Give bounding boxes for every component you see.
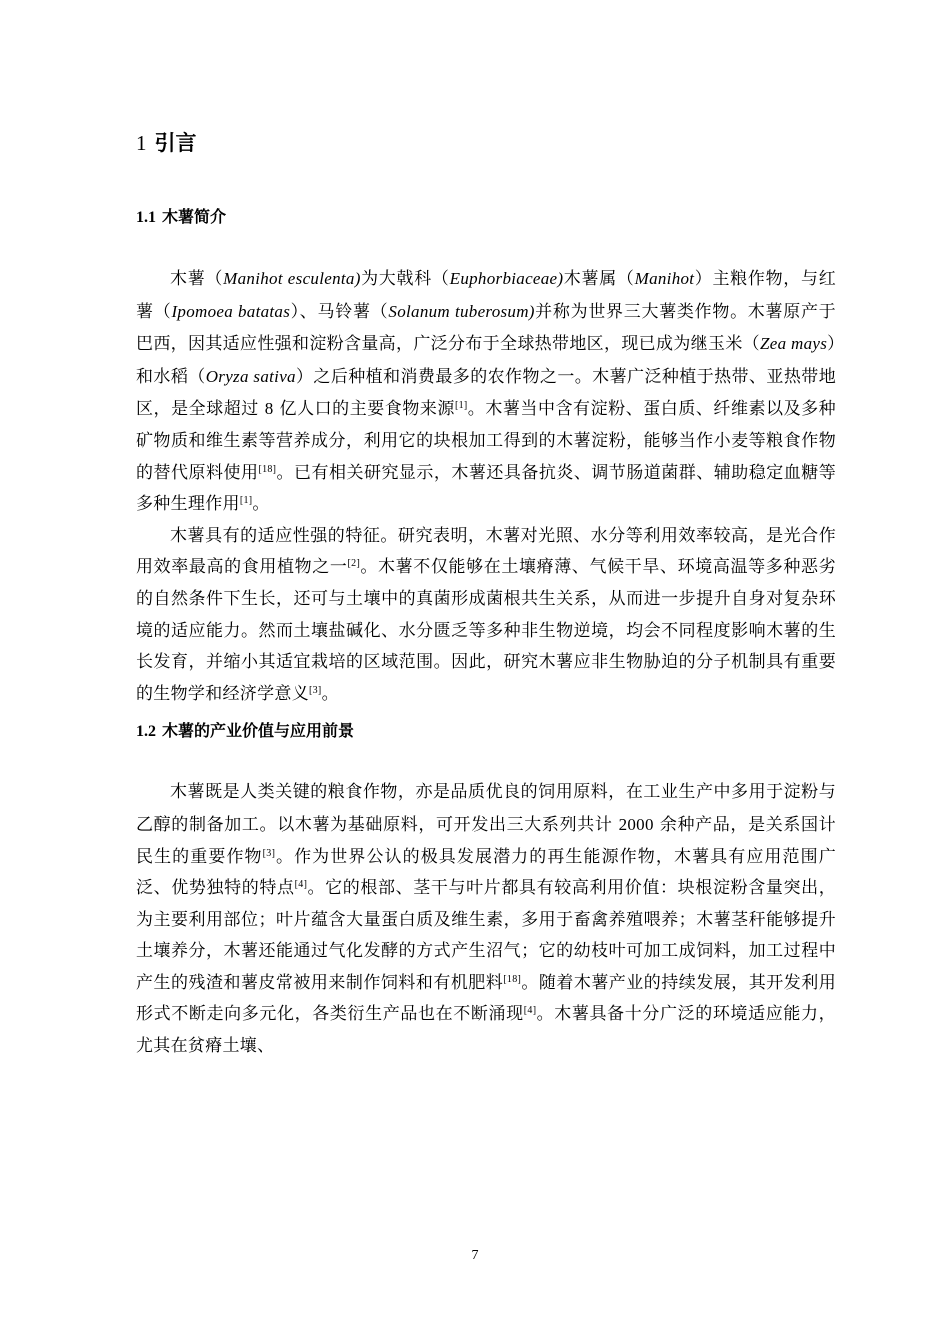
text-run: 亿人口的主要食物来源 bbox=[273, 399, 455, 420]
text-run: 并称为世界三大薯类作物。木薯原产于巴西，因其适应性强和淀粉含量高，广泛分布于全球热带地区，现已成为继玉米（ bbox=[136, 301, 836, 355]
paragraph-industry-value bbox=[136, 777, 836, 1062]
text-run: 。作为世界公认的极具发展潜力的再生能源作物，木薯具有应用范围广泛、优势独特的特点 bbox=[136, 846, 836, 899]
chapter-heading bbox=[136, 126, 836, 160]
text-run: ）主粮作物，与红薯（ bbox=[136, 269, 837, 322]
citation-link[interactable]: [3] bbox=[309, 684, 322, 696]
text-run: 余种产品，是关系国计民生的重要作物 bbox=[136, 814, 836, 867]
text-run: 。木薯不仅能够在土壤瘠薄、气候干旱、环境高温等多种恶劣的自然条件下生长，还可与土壤中的真菌形成菌根共生关系，从而进一步提升自身对复杂环境的适应能力。然而土壤盐碱化、水分匮乏等多种非生物逆境，均会不同程度影响木薯的生长发育，并缩小其适宜栽培的区域范围。因此，研究木薯应非生物胁迫的分子机制具有重要的生物学和经济学意义 bbox=[136, 557, 836, 704]
text-run: 。随着木薯产业的持续发展，其开发利用形式不断走向多元化，各类衍生产品也在不断涌现 bbox=[136, 972, 836, 1025]
text-run: 木薯既是人类关键的粮食作物，亦是品质优良的饲用原料，在工业生产中多用于淀粉与乙醇的制备加工。以木薯为基础原料，可开发出三大系列共计 bbox=[136, 782, 836, 835]
text-run: 。 bbox=[252, 494, 270, 515]
latin-name: Manihot esculenta) bbox=[223, 269, 361, 288]
text-run: 木薯属（ bbox=[563, 269, 635, 289]
latin-name: Solanum tuberosum) bbox=[388, 301, 535, 321]
citation-link[interactable]: [1] bbox=[454, 400, 468, 412]
citation-link[interactable]: [18] bbox=[258, 463, 277, 475]
page-content bbox=[136, 126, 836, 1063]
latin-name: Euphorbiaceae) bbox=[449, 269, 564, 288]
citation-link[interactable]: [3] bbox=[262, 847, 276, 859]
text-run: 为大戟科（ bbox=[360, 269, 450, 289]
text-run: 。木薯当中含有淀粉、蛋白质、纤维素以及多种矿物质和维生素等营养成分，利用它的块根加工得到的木薯淀粉，能够当作小麦等粮食作物的替代原料使用 bbox=[136, 399, 836, 483]
text-run: ）之后种植和消费最多的农作物之一。木薯广泛种植于热带、亚热带地区，是全球超过 bbox=[136, 366, 836, 420]
latin-name: Oryza sativa bbox=[205, 366, 296, 386]
citation-link[interactable]: [1] bbox=[239, 495, 253, 507]
citation-link[interactable]: [4] bbox=[294, 879, 308, 891]
text-run: 。已有相关研究显示，木薯还具备抗炎、调节肠道菌群、辅助稳定血糖等多种生理作用 bbox=[136, 462, 836, 515]
latin-name: Manihot bbox=[634, 269, 695, 288]
section-title: 木薯的产业价值与应用前景 bbox=[162, 721, 355, 741]
text-run: 木薯具有的适应性强的特征。研究表明，木薯对光照、水分等利用效率较高，是光合作用效率最高的食用植物之一 bbox=[136, 525, 836, 578]
citation-link[interactable]: [18] bbox=[503, 973, 522, 985]
citation-link[interactable]: [2] bbox=[347, 558, 361, 570]
text-run: 。 bbox=[321, 683, 339, 704]
citation-link[interactable]: [4] bbox=[523, 1005, 537, 1017]
section-heading-1-2 bbox=[136, 716, 836, 747]
section-heading-1-1 bbox=[136, 202, 836, 233]
text-run: 。木薯具备十分广泛的环境适应能力，尤其在贫瘠土壤、 bbox=[136, 1004, 836, 1057]
text-run: ）、马铃薯（ bbox=[290, 301, 389, 322]
section-title: 木薯简介 bbox=[162, 207, 227, 226]
text-run: ）和水稻（ bbox=[136, 334, 836, 387]
text-run: 木薯（ bbox=[170, 269, 224, 289]
page-number: 7 bbox=[471, 1248, 479, 1263]
text-run: 。它的根部、茎干与叶片都具有较高利用价值：块根淀粉含量突出，为主要利用部位；叶片蕴含大量蛋白质及维生素，多用于畜禽养殖喂养；木薯茎秆能够提升土壤养分，木薯还能通过气化发酵的方式产生沼气；它的幼枝叶可加工成饲料，加工过程中产生的残渣和薯皮常被用来制作饲料和有机肥料 bbox=[136, 878, 836, 993]
number: 2000 bbox=[618, 814, 654, 834]
latin-name: Zea mays bbox=[760, 334, 828, 354]
chapter-title: 引言 bbox=[154, 131, 197, 155]
paragraph-adaptability bbox=[136, 521, 836, 711]
paragraph-cassava-intro bbox=[136, 263, 836, 521]
section-number: 1.2 bbox=[136, 723, 156, 741]
latin-name: Ipomoea batatas bbox=[171, 301, 291, 321]
number: 8 bbox=[264, 399, 274, 419]
section-number: 1.1 bbox=[136, 209, 156, 226]
chapter-number: 1 bbox=[136, 131, 147, 155]
